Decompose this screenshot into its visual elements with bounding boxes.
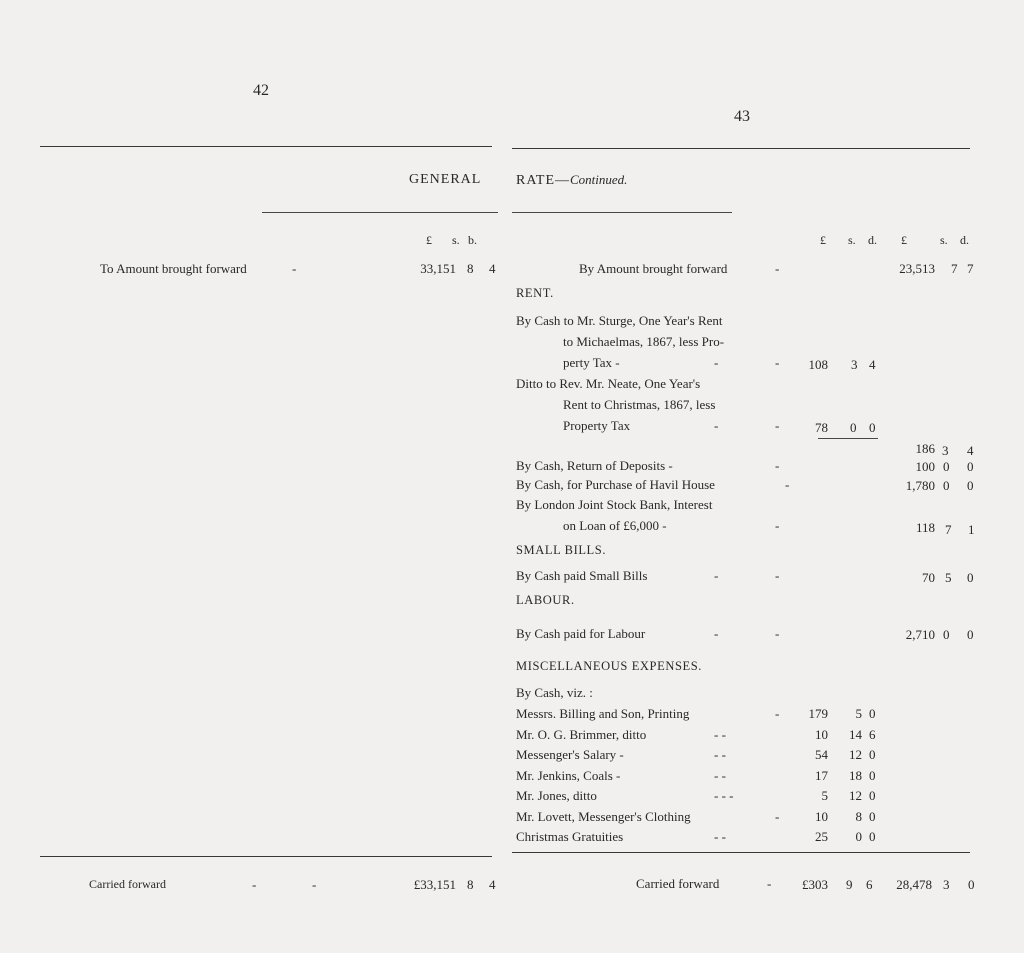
rent-item1-line2: to Michaelmas, 1867, less Pro- <box>563 334 725 349</box>
left-brought-forward-shillings: 8 <box>467 261 474 276</box>
misc-item-label: Messenger's Salary - <box>516 747 624 762</box>
heading-right: RATE—Continued. <box>516 172 628 188</box>
labour-label: By Cash paid for Labour <box>516 626 646 641</box>
top-rule-left <box>40 146 492 147</box>
misc-item-dash: - - - <box>714 788 734 803</box>
rent-item2-shillings: 0 <box>850 420 857 435</box>
misc-item-dash: - - <box>714 727 726 742</box>
misc-item-pounds: 10 <box>815 809 828 824</box>
deposits-pence: 0 <box>967 459 974 474</box>
misc-item-shillings: 0 <box>855 829 862 844</box>
heading-left: GENERAL <box>409 172 482 187</box>
havil-pounds: 1,780 <box>905 478 935 493</box>
havil-shillings: 0 <box>943 478 950 493</box>
misc-item-shillings: 14 <box>849 727 862 742</box>
misc-item-pence: 0 <box>869 768 876 783</box>
misc-item-label: Messrs. Billing and Son, Printing <box>516 706 690 721</box>
rent-item2-pounds: 78 <box>815 420 828 435</box>
misc-item-label: Mr. Lovett, Messenger's Clothing <box>516 809 691 824</box>
col-header-pence-left: b. <box>468 233 477 247</box>
right-carried-forward-label: Carried forward <box>636 876 720 891</box>
misc-item-pounds: 179 <box>808 706 828 721</box>
labour-shillings: 0 <box>943 627 950 642</box>
rent-item2-line1: Ditto to Rev. Mr. Neate, One Year's <box>516 376 701 391</box>
rent-item1-pence: 4 <box>869 357 876 372</box>
rent-item2-dash2: - <box>775 418 780 433</box>
right-carried-forward-pounds: 28,478 <box>896 877 932 892</box>
right-brought-forward-shillings: 7 <box>951 261 958 276</box>
right-carried-forward-dash: - <box>767 876 772 891</box>
rent-item1-line3: perty Tax - <box>563 355 620 370</box>
col-header-shilling-left: s. <box>452 233 460 247</box>
misc-item-dash: - - <box>714 768 726 783</box>
misc-item-label: Mr. Jones, ditto <box>516 788 597 803</box>
right-carried-forward-shillings: 3 <box>943 877 950 892</box>
misc-item-pounds: 10 <box>815 727 828 742</box>
rent-item2-line2: Rent to Christmas, 1867, less <box>563 397 716 412</box>
rent-item1-dash2: - <box>775 355 780 370</box>
rent-item2-pence: 0 <box>869 420 876 435</box>
misc-item-shillings: 5 <box>855 706 862 721</box>
misc-item-dash: - - <box>714 747 726 762</box>
misc-item-dash: - - <box>714 829 726 844</box>
misc-item-pence: 0 <box>869 788 876 803</box>
rent-item1-line1: By Cash to Mr. Sturge, One Year's Rent <box>516 313 723 328</box>
bank-line1: By London Joint Stock Bank, Interest <box>516 497 713 512</box>
misc-item-pence: 0 <box>869 829 876 844</box>
left-brought-forward-label: To Amount brought forward <box>100 261 247 276</box>
rent-total-shillings: 3 <box>942 443 949 458</box>
left-carried-forward-label: Carried forward <box>89 877 166 891</box>
bank-pence: 1 <box>968 522 975 537</box>
col-header-pence-sub: d. <box>868 233 877 247</box>
misc-item-label: Christmas Gratuities <box>516 829 624 844</box>
small-bills-shillings: 5 <box>945 570 952 585</box>
misc-item-dash: - <box>775 706 780 721</box>
havil-label: By Cash, for Purchase of Havil House <box>516 477 715 492</box>
rent-item1-pounds: 108 <box>808 357 828 372</box>
right-carried-forward-sub-pounds: £303 <box>802 877 828 892</box>
left-carried-forward-pence: 4 <box>489 877 496 892</box>
heading-rule-left <box>262 212 498 213</box>
misc-item-pence: 6 <box>869 727 876 742</box>
misc-item-pence: 0 <box>869 747 876 762</box>
page-number-right: 43 <box>734 108 750 125</box>
misc-intro: By Cash, viz. : <box>516 685 593 700</box>
misc-item-shillings: 18 <box>849 768 862 783</box>
col-header-pound-sub: £ <box>820 233 826 247</box>
misc-item-dash: - <box>775 809 780 824</box>
misc-item-pounds: 25 <box>815 829 828 844</box>
misc-item-label: Mr. O. G. Brimmer, ditto <box>516 727 647 742</box>
col-header-pound-left: £ <box>426 233 432 247</box>
bank-shillings: 7 <box>945 522 952 537</box>
left-brought-forward-pence: 4 <box>489 261 496 276</box>
rent-item2-dash1: - <box>714 418 719 433</box>
misc-item-label: Mr. Jenkins, Coals - <box>516 768 621 783</box>
misc-item-pounds: 54 <box>815 747 828 762</box>
heading-rule-right <box>512 212 732 213</box>
rent-total-pounds: 186 <box>915 441 935 456</box>
col-header-shilling-main: s. <box>940 233 948 247</box>
col-header-pence-main: d. <box>960 233 969 247</box>
labour-dash2: - <box>775 626 780 641</box>
col-header-pound-main: £ <box>901 233 907 247</box>
section-title-small-bills: SMALL BILLS. <box>516 543 607 557</box>
col-header-shilling-sub: s. <box>848 233 856 247</box>
rent-item1-shillings: 3 <box>851 357 858 372</box>
small-bills-dash1: - <box>714 568 719 583</box>
labour-pence: 0 <box>967 627 974 642</box>
rent-item1-dash1: - <box>714 355 719 370</box>
deposits-pounds: 100 <box>915 459 935 474</box>
bottom-rule-left <box>40 856 492 857</box>
right-brought-forward-pounds: 23,513 <box>899 261 935 276</box>
page-number-left: 42 <box>253 82 269 99</box>
misc-item-pence: 0 <box>869 809 876 824</box>
left-brought-forward-dash: - <box>292 261 297 276</box>
bottom-rule-right <box>512 852 970 853</box>
rent-item2-line3: Property Tax <box>563 418 631 433</box>
rent-subtotal-rule <box>818 438 878 439</box>
deposits-dash: - <box>775 458 780 473</box>
right-carried-forward-sub-shillings: 9 <box>846 877 853 892</box>
small-bills-dash2: - <box>775 568 780 583</box>
bank-dash: - <box>775 518 780 533</box>
misc-item-shillings: 12 <box>849 788 862 803</box>
misc-item-shillings: 12 <box>849 747 862 762</box>
top-rule-right <box>512 148 970 149</box>
misc-item-pence: 0 <box>869 706 876 721</box>
havil-pence: 0 <box>967 478 974 493</box>
bank-pounds: 118 <box>915 520 935 535</box>
bank-line2: on Loan of £6,000 - <box>563 518 667 533</box>
left-carried-forward-pounds: £33,151 <box>413 877 456 892</box>
section-title-labour: LABOUR. <box>516 593 575 607</box>
deposits-shillings: 0 <box>943 459 950 474</box>
right-carried-forward-sub-pence: 6 <box>866 877 873 892</box>
section-title-misc: MISCELLANEOUS EXPENSES. <box>516 659 703 673</box>
right-brought-forward-label: By Amount brought forward <box>579 261 728 276</box>
rent-total-pence: 4 <box>967 443 974 458</box>
small-bills-pence: 0 <box>967 570 974 585</box>
left-carried-forward-dash1: - <box>252 877 257 892</box>
section-title-rent: RENT. <box>516 286 554 300</box>
left-carried-forward-shillings: 8 <box>467 877 474 892</box>
left-brought-forward-pounds: 33,151 <box>420 261 456 276</box>
small-bills-pounds: 70 <box>922 570 935 585</box>
labour-dash1: - <box>714 626 719 641</box>
havil-dash: - <box>785 477 790 492</box>
right-brought-forward-pence: 7 <box>967 261 974 276</box>
right-brought-forward-dash: - <box>775 261 780 276</box>
deposits-label: By Cash, Return of Deposits - <box>516 458 673 473</box>
labour-pounds: 2,710 <box>905 627 935 642</box>
left-carried-forward-dash2: - <box>312 877 317 892</box>
small-bills-label: By Cash paid Small Bills <box>516 568 648 583</box>
misc-item-pounds: 17 <box>815 768 828 783</box>
right-carried-forward-pence: 0 <box>968 877 975 892</box>
misc-item-pounds: 5 <box>821 788 828 803</box>
misc-item-shillings: 8 <box>855 809 862 824</box>
